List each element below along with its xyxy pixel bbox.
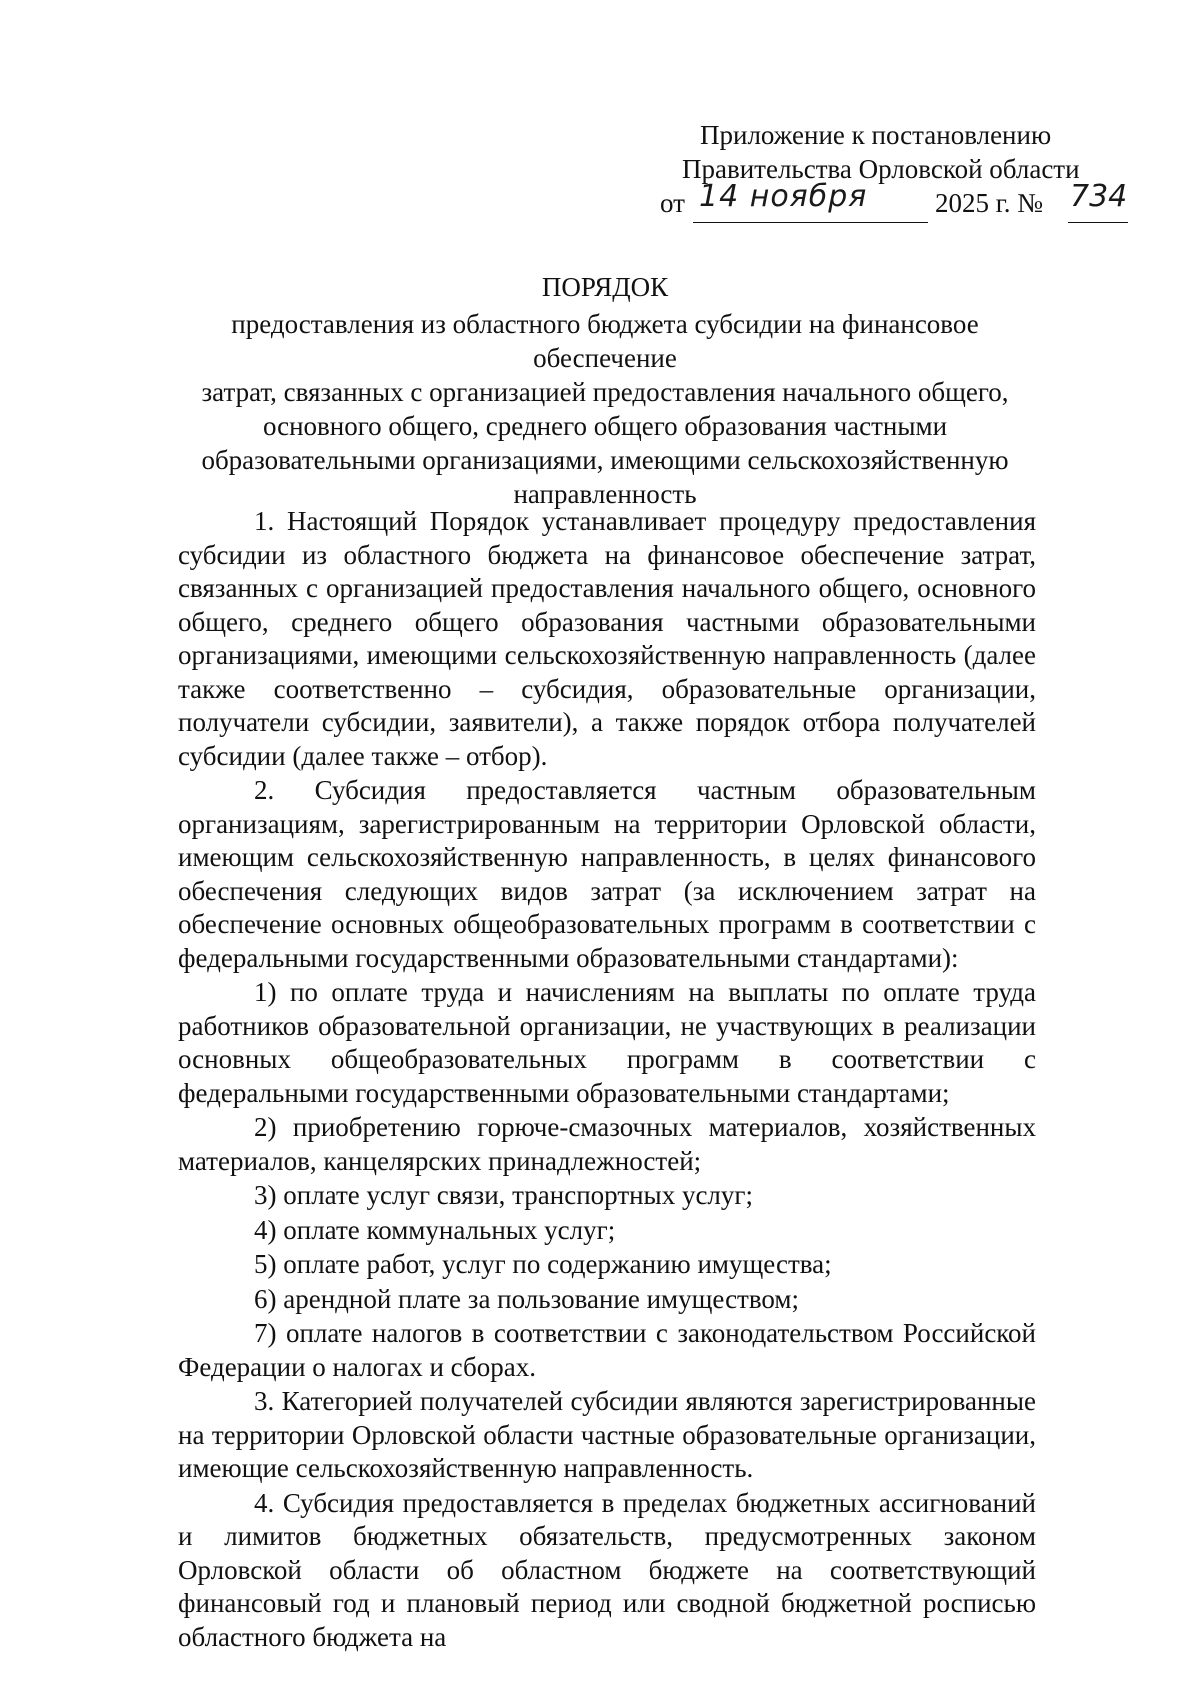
handwritten-date: 14 ноября bbox=[699, 179, 868, 214]
paragraph-4: 4. Субсидия предоставляется в пределах бюджетных ассигнований и лимитов бюджетных обязательств, предусмотренных законом Орловской области об областном бюджете на соответствующий финансовый год и плановый период или сводной бюджетной росписью областного бюджета на bbox=[178, 1487, 1036, 1652]
list-item-6: 6) арендной плате за пользование имуществом; bbox=[254, 1283, 799, 1314]
paragraph-3: 3. Категорией получателей субсидии являются зарегистрированные на территории Орловской области частные образовательные организации, имеющие сельскохозяйственную направленность. bbox=[178, 1386, 1036, 1483]
document-body bbox=[178, 505, 1036, 1654]
header-date-line bbox=[660, 179, 1130, 226]
paragraph-2: 2. Субсидия предоставляется частным образовательным организациям, зарегистрированным на территории Орловской области, имеющим сельскохозяйственную направленность, в целях финансового обеспечения следующих видов затрат (за исключением затрат на обеспечение основных общеобразовательных программ в соответствии с федеральными государственными образовательными стандартами): bbox=[178, 775, 1036, 973]
subtitle-line-5: направленность bbox=[513, 479, 697, 509]
subtitle-line-4: образовательными организациями, имеющими сельскохозяйственную bbox=[201, 445, 1009, 475]
subtitle-line-2: затрат, связанных с организацией предоставления начального общего, bbox=[201, 377, 1009, 407]
document-title: ПОРЯДОК bbox=[541, 272, 669, 302]
appendix-header bbox=[660, 118, 1130, 226]
header-line-1: Приложение к постановлению bbox=[700, 120, 1052, 150]
subtitle-line-3: основного общего, среднего общего образования частными bbox=[262, 411, 948, 441]
list-item-1: 1) по оплате труда и начислениям на выплаты по оплате труда работников образовательной организации, не участвующих в реализации основных общеобразовательных программ в соответствии с федеральными государственными образовательными стандартами; bbox=[178, 977, 1036, 1108]
subtitle-line-1: предоставления из областного бюджета субсидии на финансовое обеспечение bbox=[231, 309, 979, 373]
paragraph-1: 1. Настоящий Порядок устанавливает процедуру предоставления субсидии из областного бюджета на финансовое обеспечение затрат, связанных с организацией предоставления начального общего, основного общего, среднего общего образования частными образовательными организациями, имеющими сельскохозяйственную направленность (далее также соответственно – субсидия, образовательные организации, получатели субсидии, заявители), а также порядок отбора получателей субсидии (далее также – отбор). bbox=[178, 506, 1036, 771]
list-item-3: 3) оплате услуг связи, транспортных услуг; bbox=[254, 1180, 753, 1210]
list-item-5: 5) оплате работ, услуг по содержанию имущества; bbox=[254, 1249, 832, 1279]
list-item-7: 7) оплате налогов в соответствии с законодательством Российской Федерации о налогах и сборах. bbox=[178, 1318, 1036, 1382]
number-underline bbox=[1068, 179, 1128, 223]
date-prefix: от bbox=[660, 188, 685, 218]
date-underline bbox=[693, 179, 928, 223]
year-and-number-label: 2025 г. № bbox=[935, 188, 1044, 218]
header-line-2: Правительства Орловской области bbox=[682, 154, 1080, 184]
list-item-4: 4) оплате коммунальных услуг; bbox=[254, 1214, 616, 1245]
list-item-2: 2) приобретению горюче-смазочных материалов, хозяйственных материалов, канцелярских принадлежностей; bbox=[178, 1112, 1036, 1176]
document-title-block bbox=[170, 270, 1040, 511]
handwritten-number: 734 bbox=[1070, 179, 1128, 214]
